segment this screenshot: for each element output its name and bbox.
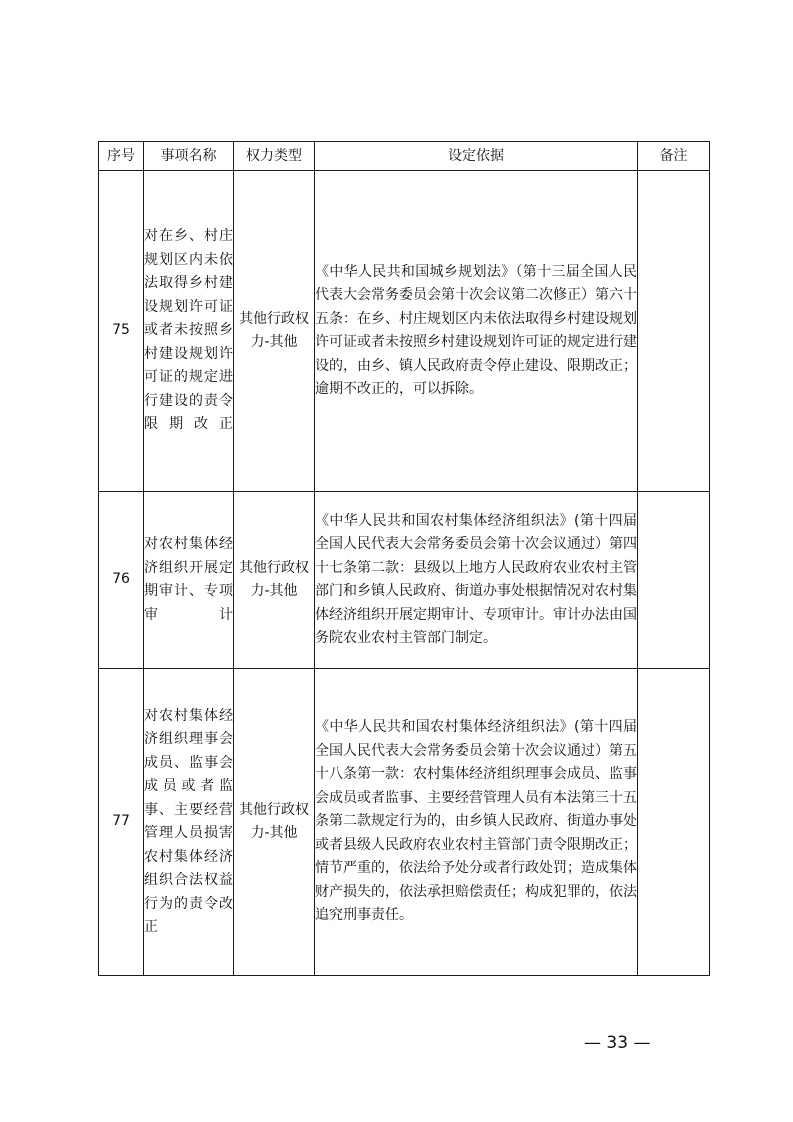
row-type: 其他行政权力-其他 [234,669,315,976]
page-number: — 33 — [584,1033,651,1053]
row-name: 对在乡、村庄规划区内未依法取得乡村建设规划许可证或者未按照乡村建设规划许可证的规定进行建设的责令限期改正 [144,171,234,492]
header-seq: 序号 [99,142,144,171]
row-basis: 《中华人民共和国城乡规划法》（第十三届全国人民代表大会常务委员会第十次会议第二次修正）第六十五条：在乡、村庄规划区内未依法取得乡村建设规划许可证或者未按照乡村建设规划许可证的规定进行建设的，由乡、镇人民政府责令停止建设、限期改正；逾期不改正的，可以拆除。 [315,171,638,492]
row-type: 其他行政权力-其他 [234,492,315,669]
header-name: 事项名称 [144,142,234,171]
table-header-row [99,142,710,171]
row-name: 对农村集体经济组织开展定期审计、专项审计 [144,492,234,669]
row-seq: 76 [99,492,144,669]
row-note [638,492,710,669]
row-name: 对农村集体经济组织理事会成员、监事会成员或者监事、主要经营管理人员损害农村集体经济组织合法权益行为的责令改正 [144,669,234,976]
header-basis: 设定依据 [315,142,638,171]
row-seq: 75 [99,171,144,492]
row-type: 其他行政权力-其他 [234,171,315,492]
power-list-table [98,141,710,976]
row-note [638,669,710,976]
header-note: 备注 [638,142,710,171]
header-type: 权力类型 [234,142,315,171]
row-seq: 77 [99,669,144,976]
table-row [99,492,710,669]
table-row [99,669,710,976]
table-row [99,171,710,492]
row-note [638,171,710,492]
row-basis: 《中华人民共和国农村集体经济组织法》(第十四届全国人民代表大会常务委员会第十次会议通过）第五十八条第一款：农村集体经济组织理事会成员、监事会成员或者监事、主要经营管理人员有本法第三十五条第二款规定行为的，由乡镇人民政府、街道办事处或者县级人民政府农业农村主管部门责令限期改正；情节严重的，依法给予处分或者行政处罚；造成集体财产损失的，依法承担赔偿责任；构成犯罪的，依法追究刑事责任。 [315,669,638,976]
row-basis: 《中华人民共和国农村集体经济组织法》(第十四届全国人民代表大会常务委员会第十次会议通过）第四十七条第二款：县级以上地方人民政府农业农村主管部门和乡镇人民政府、街道办事处根据情况对农村集体经济组织开展定期审计、专项审计。审计办法由国务院农业农村主管部门制定。 [315,492,638,669]
